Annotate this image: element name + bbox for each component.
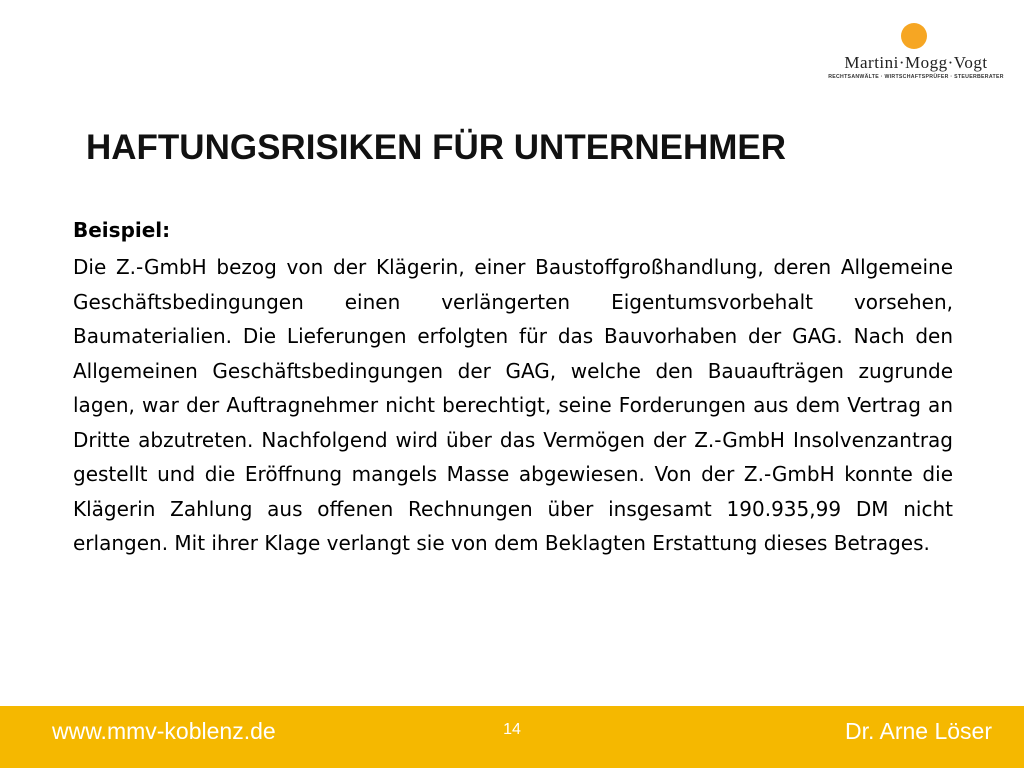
logo-tagline: RECHTSANWÄLTE · WIRTSCHAFTSPRÜFER · STEUERBERATER [828, 74, 1004, 80]
example-label: Beispiel: [73, 218, 171, 242]
slide-title: HAFTUNGSRISIKEN FÜR UNTERNEHMER [86, 128, 786, 167]
slide-content [73, 216, 953, 561]
example-text: Die Z.-GmbH bezog von der Klägerin, einer Baustoffgroßhandlung, deren Allgemeine Geschäftsbedingungen einen verlängerten Eigentumsvorbehalt vorsehen, Baumaterialien. Die Lieferungen erfolgten für das Bauvorhaben der GAG. Nach den Allgemeinen Geschäftsbedingungen der GAG, welche den Bauaufträgen zugrunde lagen, war der Auftragnehmer nicht berechtigt, seine Forderungen aus dem Vertrag an Dritte abzutreten. Nachfolgend wird über das Vermögen der Z.-GmbH Insolvenzantrag gestellt und die Eröffnung mangels Masse abgewiesen. Von der Z.-GmbH konnte die Klägerin Zahlung aus offenen Rechnungen über insgesamt 190.935,99 DM nicht erlangen. Mit ihrer Klage verlangt sie von dem Beklagten Erstattung dieses Betrages. [73, 255, 953, 555]
footer-author: Dr. Arne Löser [844, 718, 992, 744]
company-logo [825, 20, 1007, 90]
footer-website: www.mmv-koblenz.de [52, 718, 276, 744]
sun-icon [901, 23, 927, 49]
footer-bar [0, 706, 1024, 768]
page-number: 14 [503, 721, 521, 738]
logo-name: Martini·Mogg·Vogt [844, 53, 988, 72]
